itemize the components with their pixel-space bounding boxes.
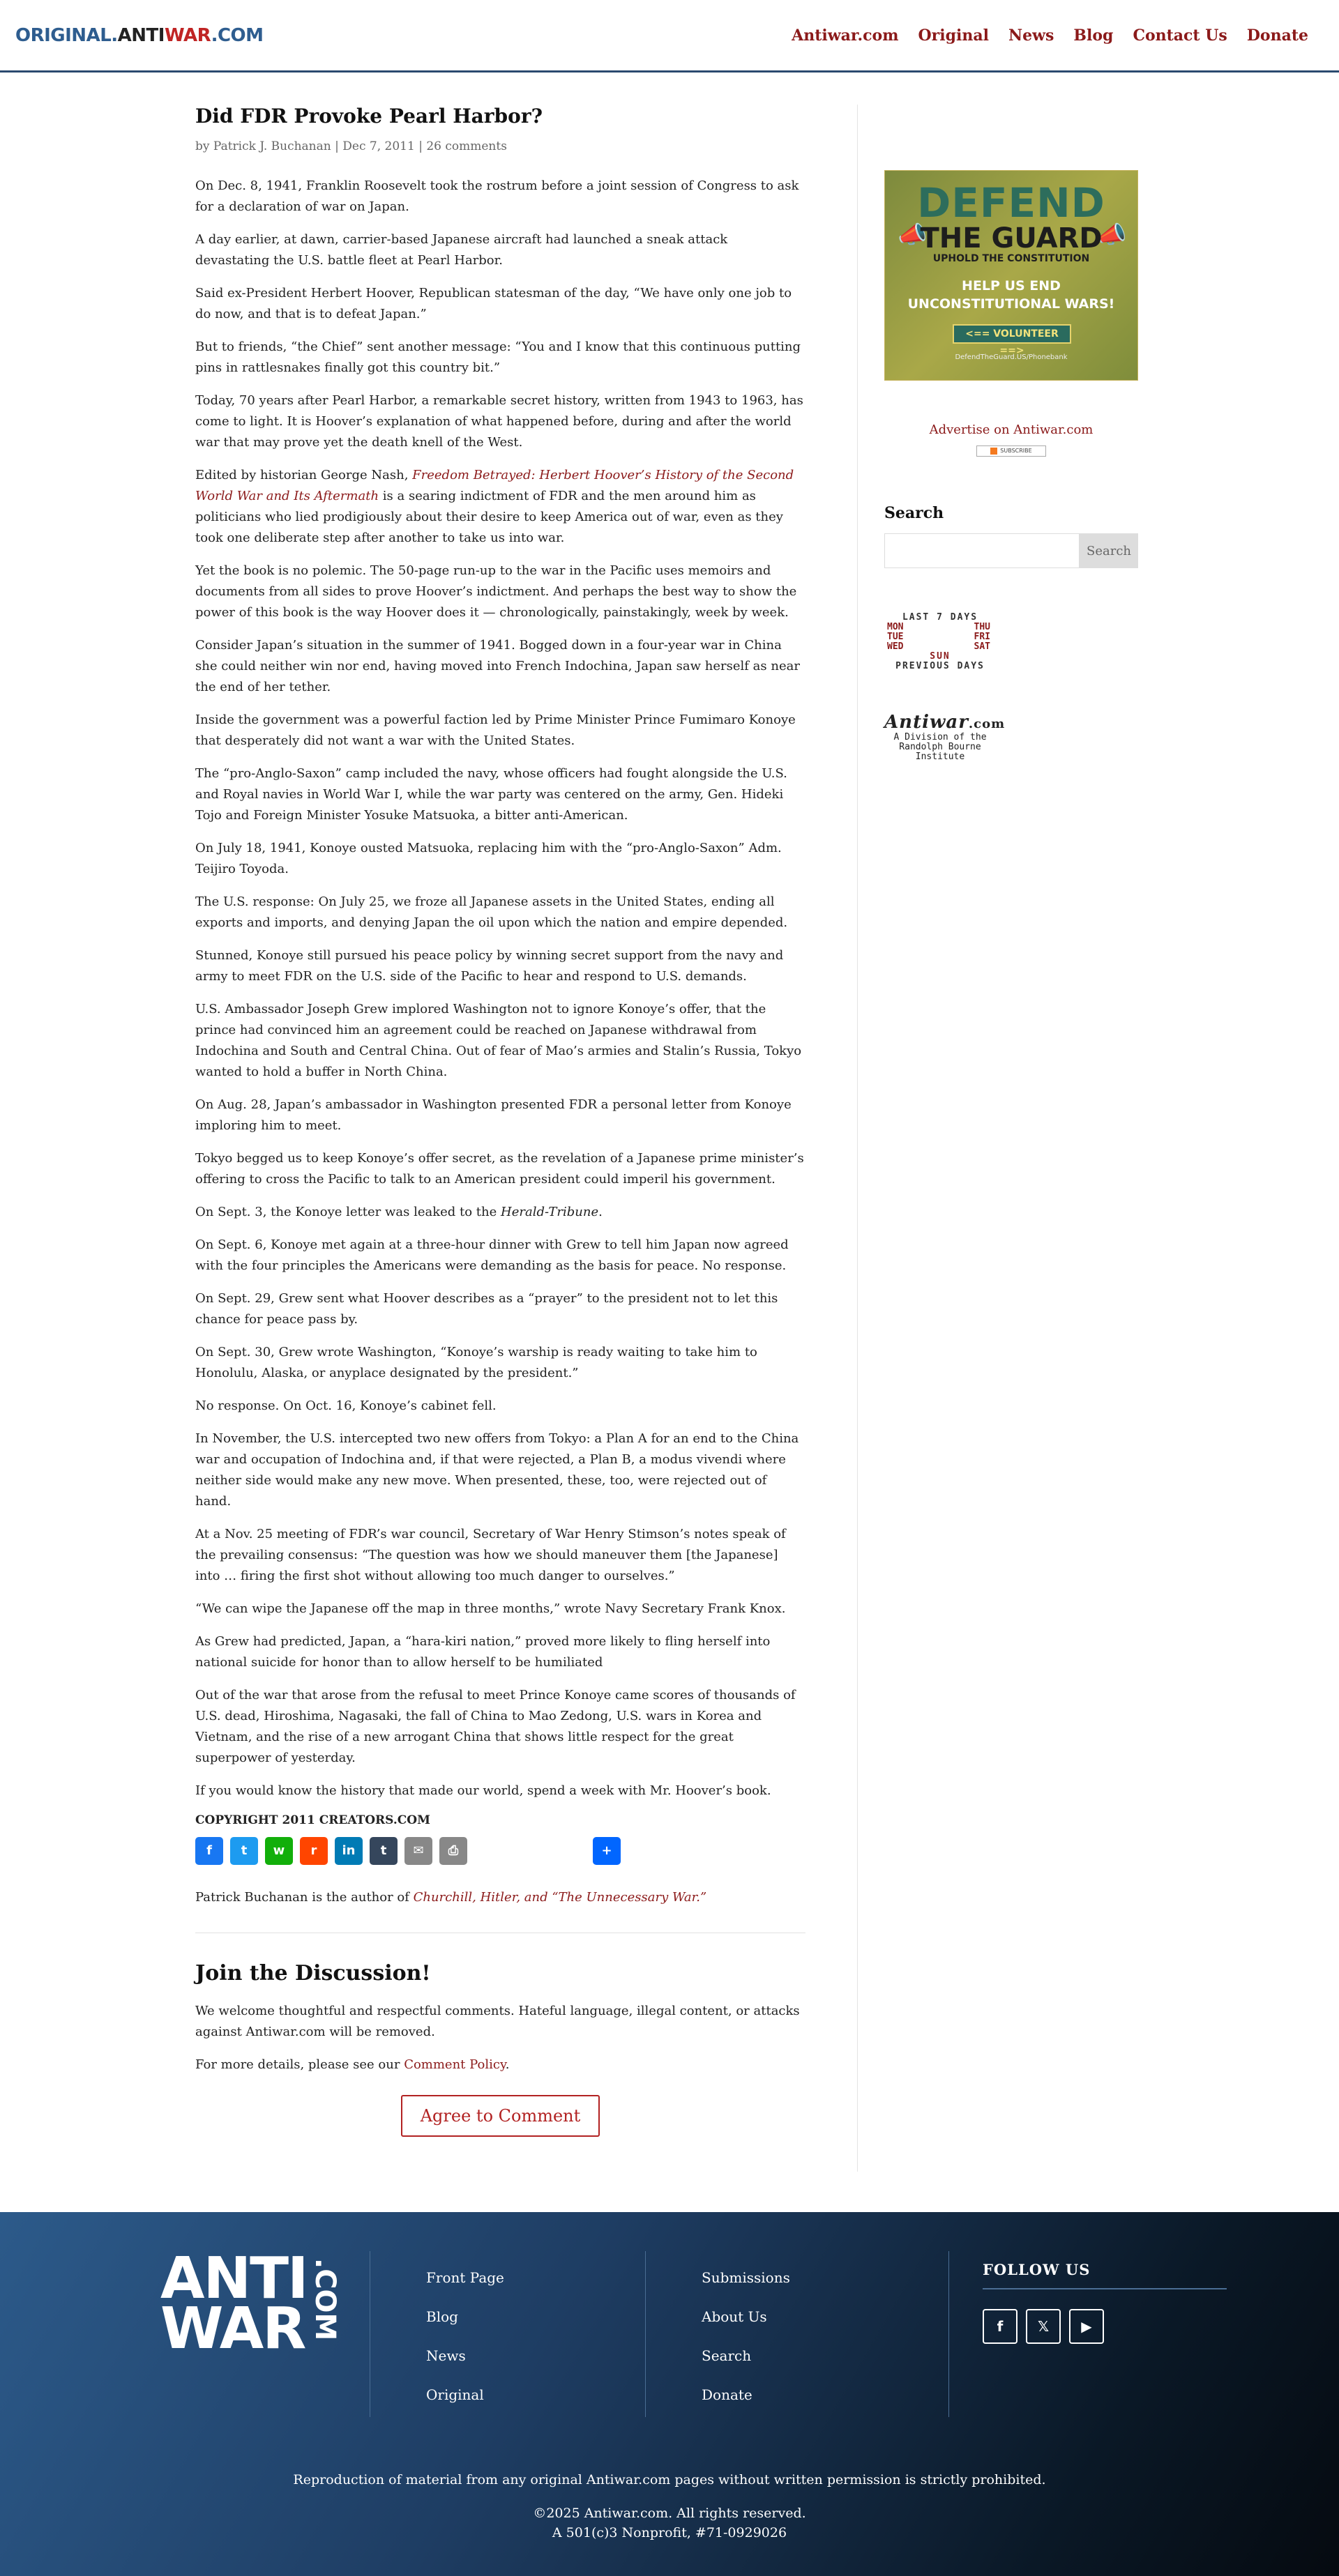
facebook-icon[interactable]: f — [983, 2309, 1018, 2344]
article-body — [195, 176, 805, 1801]
paragraph — [195, 465, 805, 549]
footer-inner — [133, 2212, 1206, 2576]
paragraph-text: Edited by historian George Nash, — [195, 467, 413, 482]
nav-antiwar[interactable]: Antiwar.com — [792, 26, 899, 45]
print-icon[interactable]: ⎙ — [439, 1837, 467, 1865]
nonprofit-notice: A 501(c)3 Nonprofit, #71-0929026 — [552, 2524, 787, 2540]
previous-days-link[interactable]: PREVIOUS DAYS — [895, 661, 985, 671]
ad-message-line: UNCONSTITUTIONAL WARS! — [907, 296, 1115, 312]
newspaper-name: Herald-Tribune — [501, 1204, 599, 1219]
logo-original-text: ORIGINAL. — [15, 24, 118, 46]
paragraph: In November, the U.S. intercepted two new offers from Tokyo: a Plan A for an end to the China war and occupation of Indochina and, if that were rejected, a Plan B, a modus vivendi where neither side would make any new move. When presented, these, too, were rejected out of hand. — [195, 1431, 799, 1509]
paragraph: A day earlier, at dawn, carrier-based Japanese aircraft had launched a sneak attack devastating the U.S. battle fleet at Pearl Harbor. — [195, 231, 728, 268]
nav-news[interactable]: News — [1008, 26, 1054, 45]
days-heading: LAST 7 DAYS — [902, 612, 978, 623]
article-title: Did FDR Provoke Pearl Harbor? — [195, 105, 543, 128]
day-link-mon[interactable]: MON — [887, 622, 904, 632]
paragraph: At a Nov. 25 meeting of FDR’s war council, Secretary of War Henry Stimson’s notes speak of the prevailing consensus: “The question was how we should maneuver them [the Japanese] into … firing the first shot without allowing too much danger to ourselves.” — [195, 1526, 786, 1583]
footer-bottom — [133, 2470, 1206, 2543]
facebook-icon[interactable]: f — [195, 1837, 223, 1865]
footer-link-search[interactable]: Search — [702, 2347, 752, 2364]
tumblr-icon[interactable]: t — [370, 1837, 398, 1865]
footer-copyright: ©2025 Antiwar.com. All rights reserved. — [533, 2505, 806, 2521]
logo-anti-text: ANTI — [117, 24, 165, 46]
paragraph: On Sept. 29, Grew sent what Hoover describes as a “prayer” to the president not to let this chance for peace pass by. — [195, 1290, 778, 1327]
footer-links-2 — [645, 2251, 790, 2417]
paragraph: Stunned, Konoye still pursued his peace policy by winning secret support from the navy and army to meet FDR on the U.S. side of the Pacific to hear and respond to U.S. demands. — [195, 947, 784, 984]
whatsapp-icon[interactable]: w — [265, 1837, 293, 1865]
reddit-icon[interactable]: r — [300, 1837, 328, 1865]
author-bio-text: Patrick Buchanan is the author of — [195, 1889, 414, 1905]
rb-name-text: Antiwar — [884, 712, 969, 733]
author-book-link[interactable]: Churchill, Hitler, and “The Unnecessary War.” — [413, 1889, 707, 1905]
last-7-days-widget — [884, 613, 996, 671]
advertise-wrap — [884, 422, 1138, 437]
discussion-policy — [195, 2055, 805, 2075]
paragraph: But to friends, “the Chief” sent another message: “You and I know that this continuous putting pins in rattlesnakes finally got this country bit.” — [195, 339, 801, 375]
days-row — [884, 652, 996, 662]
discussion-text: We welcome thoughtful and respectful comments. Hateful language, illegal content, or attacks against Antiwar.com will be removed. — [195, 2003, 800, 2039]
paragraph: On Aug. 28, Japan’s ambassador in Washington presented FDR a personal letter from Konoye imploring him to meet. — [195, 1097, 792, 1133]
agree-wrap — [195, 2095, 805, 2172]
site-logo[interactable] — [15, 25, 264, 46]
days-row — [884, 642, 996, 652]
megaphone-icon: 📣 — [898, 221, 928, 249]
day-link-fri[interactable]: FRI — [974, 632, 990, 642]
paragraph: No response. On Oct. 16, Konoye’s cabinet fell. — [195, 1398, 497, 1413]
search-button[interactable]: Search — [1080, 533, 1138, 568]
footer-link-donate[interactable]: Donate — [702, 2386, 752, 2403]
article-date: Dec 7, 2011 — [342, 139, 415, 153]
days-row — [884, 632, 996, 642]
search-form — [884, 533, 1138, 568]
paragraph — [195, 1202, 805, 1223]
nav-original[interactable]: Original — [918, 26, 989, 45]
rb-line: Randolph Bourne — [899, 742, 981, 752]
article-meta — [195, 139, 805, 153]
policy-text: For more details, please see our — [195, 2057, 404, 2072]
paragraph: Consider Japan’s situation in the summer of 1941. Bogged down in a four-year war in China she could neither win nor end, having moved into French Indochina, Japan saw herself as near the end of her tether. — [195, 637, 800, 694]
rss-icon — [990, 448, 997, 455]
paragraph: On Sept. 30, Grew wrote Washington, “Konoye’s warship is ready waiting to take him to Honolulu, Alaska, or anyplace designated by the president.” — [195, 1344, 757, 1380]
book-link[interactable]: Freedom Betrayed: Herbert Hoover’s History of the Second World War and Its Aftermath — [195, 467, 794, 503]
day-link-thu[interactable]: THU — [974, 622, 990, 632]
copyright-notice: COPYRIGHT 2011 CREATORS.COM — [195, 1813, 430, 1827]
column-divider — [857, 105, 858, 2172]
footer-links-1 — [370, 2251, 504, 2417]
paragraph: If you would know the history that made our world, spend a week with Mr. Hoover’s book. — [195, 1783, 771, 1798]
nav-donate[interactable]: Donate — [1246, 26, 1308, 45]
youtube-icon[interactable]: ▶ — [1069, 2309, 1104, 2344]
paragraph: “We can wipe the Japanese off the map in three months,” wrote Navy Secretary Frank Knox. — [195, 1601, 786, 1616]
day-link-tue[interactable]: TUE — [887, 632, 904, 642]
footer-logo-line: ANTI — [160, 2245, 308, 2312]
linkedin-icon[interactable]: in — [335, 1837, 363, 1865]
share-bar — [195, 1837, 805, 1865]
logo-com-text: .COM — [211, 24, 264, 46]
rb-com-text: .com — [968, 717, 1006, 731]
main-content — [195, 105, 805, 2172]
meta-separator: | — [335, 139, 343, 153]
paragraph: The U.S. response: On July 25, we froze all Japanese assets in the United States, ending all exports and imports, and denying Japan the oil upon which the nation and empire depended. — [195, 894, 788, 930]
site-footer — [0, 2212, 1339, 2576]
site-header — [0, 0, 1339, 73]
day-link-sat[interactable]: SAT — [974, 641, 990, 652]
ad-message-line: HELP US END — [962, 278, 1061, 294]
paragraph: U.S. Ambassador Joseph Grew implored Washington not to ignore Konoye’s offer, that the prince had convinced him an agreement could be reached on Japanese withdrawal from Indochina and South and Central China. Out of fear of Mao’s armies and Stalin’s Russia, Tokyo wanted to hold a buffer in North China. — [195, 1001, 802, 1079]
footer-link-news[interactable]: News — [426, 2347, 466, 2364]
day-link-wed[interactable]: WED — [887, 641, 904, 652]
sidebar — [884, 105, 1138, 2172]
defend-the-guard-ad[interactable] — [884, 170, 1138, 381]
social-links — [983, 2309, 1227, 2344]
agree-to-comment-button[interactable]: Agree to Comment — [401, 2095, 600, 2137]
rb-logo-name — [884, 712, 1006, 733]
footer-logo[interactable] — [160, 2245, 341, 2362]
paragraph-text: . — [598, 1204, 603, 1219]
search-heading: Search — [884, 504, 944, 522]
footer-link-original[interactable]: Original — [426, 2386, 484, 2403]
author-link[interactable]: Patrick J. Buchanan — [213, 139, 331, 153]
ad-tagline: UPHOLD THE CONSTITUTION — [932, 253, 1090, 264]
ad-url: DefendTheGuard.US/Phonebank — [955, 353, 1068, 361]
meta-separator: | — [418, 139, 427, 153]
paragraph: On Dec. 8, 1941, Franklin Roosevelt took the rostrum before a joint session of Congress to ask for a declaration of war on Japan. — [195, 178, 799, 214]
discussion-section — [195, 1961, 805, 2172]
reproduction-notice: Reproduction of material from any original Antiwar.com pages without written permission is strictly prohibited. — [293, 2471, 1046, 2487]
ad-headline: DEFEND — [917, 179, 1105, 227]
email-icon[interactable]: ✉ — [404, 1837, 432, 1865]
footer-link-blog[interactable]: Blog — [426, 2308, 458, 2325]
paragraph: The “pro-Anglo-Saxon” camp included the navy, whose officers had fought alongside the U.S. and Royal navies in World War I, while the war party was centered on the army, Gen. Hideki Tojo and Foreign Minister Yosuke Matsuoka, a bitter anti-American. — [195, 765, 787, 823]
day-link-sun[interactable]: SUN — [930, 651, 951, 662]
author-bio — [195, 1890, 805, 1905]
nav-contact-us[interactable]: Contact Us — [1133, 26, 1227, 45]
main-nav — [792, 26, 1308, 45]
byline-prefix: by — [195, 139, 210, 153]
comments-link[interactable]: 26 comments — [426, 139, 507, 153]
footer-link-submissions[interactable]: Submissions — [702, 2269, 790, 2286]
paragraph-text: On Sept. 3, the Konoye letter was leaked to the — [195, 1204, 501, 1219]
footer-logo-line: WAR — [160, 2295, 305, 2362]
paragraph: Yet the book is no polemic. The 50-page run-up to the war in the Pacific uses memoirs and documents from all sides to prove Hoover’s indictment. And perhaps the best way to show the power of this book is the way Hoover does it — chronologically, painstakingly, week by week. — [195, 563, 797, 620]
ad-subheadline: THE GUARD — [920, 222, 1103, 254]
rb-line: A Division of the — [893, 732, 987, 742]
x-icon[interactable]: 𝕏 — [1026, 2309, 1061, 2344]
megaphone-icon: 📣 — [1097, 221, 1127, 249]
subscribe-label: SUBSCRIBE — [1000, 448, 1032, 454]
paragraph: On Sept. 6, Konoye met again at a three-hour dinner with Grew to tell him Japan now agreed with the four principles the Americans were demanding as the basis for peace. No response. — [195, 1237, 789, 1273]
policy-text: . — [505, 2057, 510, 2072]
paragraph-text: is a searing indictment of FDR and the men around him as politicians who lied prodigiously about their desire to keep America out of war, even as they took one deliberate step after another to take us into war. — [195, 488, 783, 545]
paragraph: Inside the government was a powerful faction led by Prime Minister Prince Fumimaro Konoye that desperately did not want a war with the United States. — [195, 712, 796, 748]
comment-policy-link[interactable]: Comment Policy — [404, 2057, 506, 2072]
share-icon[interactable]: + — [593, 1837, 621, 1865]
advertise-link[interactable]: Advertise on Antiwar.com — [929, 422, 1094, 437]
page-container — [195, 73, 1144, 2172]
rb-line: Institute — [915, 752, 965, 762]
footer-follow — [948, 2251, 1227, 2417]
subscribe-button[interactable] — [976, 445, 1046, 457]
paragraph: Today, 70 years after Pearl Harbor, a remarkable secret history, written from 1943 to 1963, has come to light. It is Hoover’s explanation of what happened before, during and after the world war that may prove yet the death knell of the West. — [195, 393, 803, 450]
paragraph: Out of the war that arose from the refusal to meet Prince Konoye came scores of thousands of U.S. dead, Hiroshima, Nagasaki, the fall of China to Mao Zedong, U.S. wars in Korea and Vietnam, and the rise of a new arrogant China that shows little respect for the great superpower of yesterday. — [195, 1687, 796, 1765]
nav-blog[interactable]: Blog — [1073, 26, 1114, 45]
paragraph: As Grew had predicted, Japan, a “hara-kiri nation,” proved more likely to fling herself into national suicide for honor than to allow herself to be humiliated — [195, 1633, 771, 1670]
ad-volunteer-button[interactable]: <== VOLUNTEER ==> — [953, 324, 1071, 344]
search-input[interactable] — [884, 533, 1080, 568]
days-row — [884, 623, 996, 632]
randolph-bourne-logo[interactable] — [884, 712, 1006, 762]
ad-message — [885, 277, 1137, 313]
footer-link-front-page[interactable]: Front Page — [426, 2269, 504, 2286]
logo-war-text: WAR — [164, 24, 211, 46]
footer-link-about-us[interactable]: About Us — [702, 2308, 767, 2325]
paragraph: On July 18, 1941, Konoye ousted Matsuoka, replacing him with the “pro-Anglo-Saxon” Adm. Teijiro Toyoda. — [195, 840, 782, 876]
paragraph: Said ex-President Herbert Hoover, Republican statesman of the day, “We have only one job to do now, and that is to defeat Japan.” — [195, 285, 792, 321]
discussion-heading: Join the Discussion! — [195, 1960, 431, 1986]
twitter-icon[interactable]: t — [230, 1837, 258, 1865]
follow-heading: FOLLOW US — [983, 2261, 1227, 2289]
paragraph: Tokyo begged us to keep Konoye’s offer secret, as the revelation of a Japanese prime minister’s offering to cross the Pacific to talk to an American president could imperil his government. — [195, 1150, 804, 1187]
footer-logo-com: .COM — [309, 2257, 341, 2340]
